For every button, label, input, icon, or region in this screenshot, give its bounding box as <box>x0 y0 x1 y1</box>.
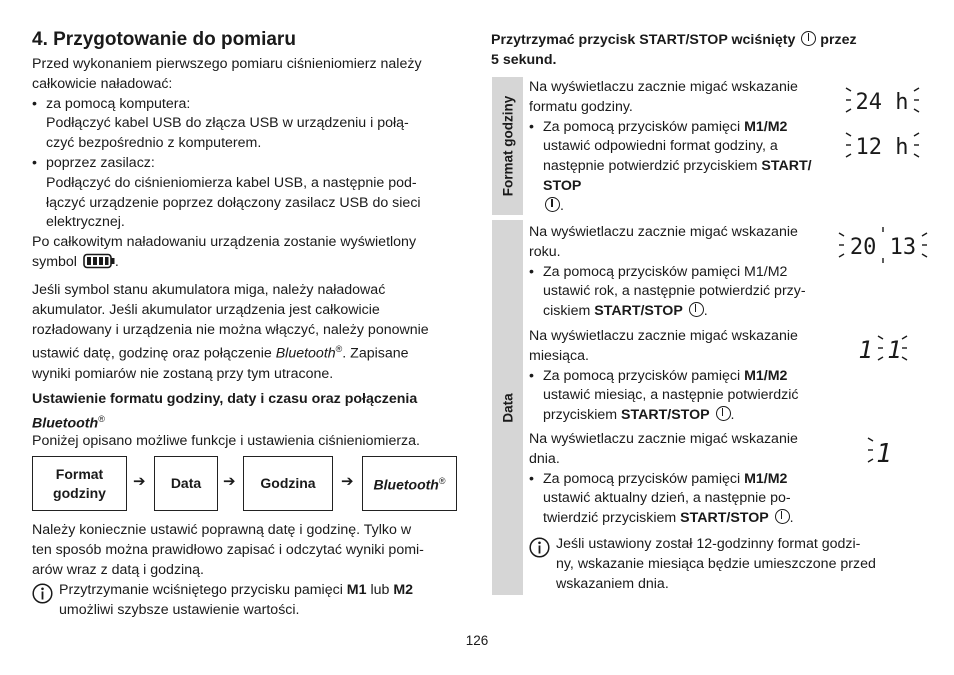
flow-box-bluetooth: Bluetooth® <box>362 456 457 511</box>
day-block: Na wyświetlaczu zacznie migać wskazanie dnia. • Za pomocą przycisków pamięci M1/M2 ustawić aktualny dzień, a następnie po- twierdzić przyciskiem START/STOP . <box>529 430 839 529</box>
bullet-adapter: • poprzez zasilacz: <box>32 154 462 174</box>
intro-line: Przed wykonaniem pierwszego pomiaru ciśnieniomierz należy <box>32 56 422 72</box>
arrow-icon: ➔ <box>133 473 146 490</box>
para-line: wyniki pomiarów nie zostaną przy tym utracone. <box>32 365 334 382</box>
bullet-text: Podłączyć do ciśnieniomierza kabel USB, a następnie pod- <box>46 174 417 191</box>
para-line: akumulator. Jeśli akumulator urządzenia jest całkowicie <box>32 301 380 318</box>
lcd-12h-display <box>845 128 920 167</box>
arrow-icon: ➔ <box>223 473 236 490</box>
lcd-year-display <box>838 225 928 270</box>
info-icon <box>529 537 550 563</box>
symbol-label: symbol <box>32 253 77 270</box>
bullet-text: czyć bezpośrednio z komputerem. <box>46 135 262 152</box>
lcd-12h-text: 12 h <box>855 135 909 160</box>
bullet-text: łączyć urządzenie poprzez dołączony zasilacz USB do sieci <box>46 194 421 211</box>
lcd-day-text: 1 <box>876 439 892 469</box>
para-line: ten sposób można prawidłowo zapisać i odczytać wyniki pomi- <box>32 541 424 558</box>
info-icon <box>32 583 53 609</box>
format-block: Na wyświetlaczu zacznie migać wskazanie formatu godziny. • Za pomocą przycisków pamięci M1/M2 ustawić odpowiedni format godziny, a następnie potwierdzić przyciskiem START/ STOP . <box>529 78 839 217</box>
para-line: Jeśli symbol stanu akumulatora miga, należy naładować <box>32 282 386 298</box>
bullet-text: Podłączyć kabel USB do złącza USB w urządzeniu i połą- <box>46 115 409 132</box>
description: Poniżej opisano możliwe funkcje i ustawienia ciśnieniomierza. <box>32 433 420 449</box>
power-icon <box>801 31 816 46</box>
bullet-computer: • za pomocą komputera: <box>32 95 462 115</box>
year-block: Na wyświetlaczu zacznie migać wskazanie roku. • Za pomocą przycisków pamięci M1/M2 ustawić rok, a następnie potwierdzić przy- ciskiem START/STOP . <box>529 223 839 322</box>
power-icon <box>775 509 790 524</box>
lcd-24h-text: 24 h <box>855 90 909 115</box>
month-block: Na wyświetlaczu zacznie migać wskazanie miesiąca. • Za pomocą przycisków pamięci M1/M2 ustawić miesiąc, a następnie potwierdzić przyciskiem START/STOP . <box>529 327 839 426</box>
battery-full-icon <box>83 253 115 276</box>
power-icon <box>716 406 731 421</box>
flow-box-data: Data <box>154 456 218 511</box>
arrow-icon: ➔ <box>341 473 354 490</box>
lcd-24h-display <box>845 83 920 122</box>
intro-line: całkowicie naładować: <box>32 75 173 92</box>
charged-text: symbol . <box>32 253 462 276</box>
lcd-day-display <box>866 432 902 475</box>
lcd-month-text: 1 1 <box>858 336 902 364</box>
warning-paragraph <box>32 521 462 580</box>
format-note: Jeśli ustawiony został 12-godzinny format godzi- ny, wskazanie miesiąca będzie umieszczone przed wskazaniem dnia. <box>529 535 909 594</box>
power-icon <box>545 197 560 212</box>
info-note: Przytrzymanie wciśniętego przycisku pamięci M1 lub M2 umożliwi szybsze ustawienie wartości. <box>32 581 462 621</box>
flow-box-format: Format godziny <box>32 456 127 511</box>
page-number: 126 <box>465 633 489 648</box>
subheading: Ustawienie formatu godziny, daty i czasu oraz połączenia Bluetooth® <box>32 391 418 432</box>
power-icon <box>689 302 704 317</box>
intro-paragraph <box>32 55 462 276</box>
para-line: Należy koniecznie ustawić poprawną datę i godzinę. Tylko w <box>32 522 412 538</box>
side-tab-data: Data <box>492 220 523 595</box>
side-tab-format: Format godziny <box>492 77 523 215</box>
para-line: rozładowany i urządzenia nie można włączyć, należy ponownie <box>32 321 429 338</box>
flow-box-time: Godzina <box>243 456 333 511</box>
lcd-year-text: 20 13 <box>849 235 917 260</box>
bullet-text: elektrycznej. <box>46 214 125 231</box>
para-line: arów wraz z datą i godziną. <box>32 561 204 578</box>
battery-paragraph <box>32 281 462 385</box>
charged-text: Po całkowitym naładowaniu urządzenia zostanie wyświetlony <box>32 234 417 251</box>
para-line: ustawić datę, godzinę oraz połączenie Bluetooth®. Zapisane <box>32 344 409 363</box>
lcd-month-display <box>852 330 912 371</box>
hold-instruction: Przytrzymać przycisk START/STOP wciśnięty przez 5 sekund. <box>491 32 857 68</box>
section-heading: 4. Przygotowanie do pomiaru <box>32 29 296 50</box>
